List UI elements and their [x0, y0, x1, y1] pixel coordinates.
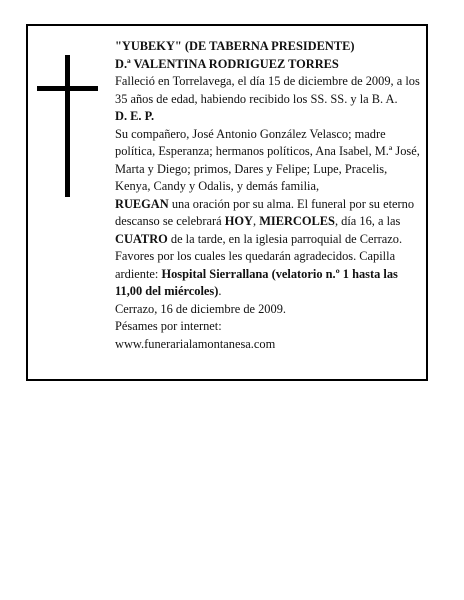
period-text: . [218, 284, 222, 298]
hospital-location: Hospital Sierrallana (velatorio n.º 1 hasta las 11,00 del miércoles) [115, 266, 398, 298]
comma-text: , [252, 214, 257, 228]
obituary-notice [26, 24, 428, 381]
condolences-label: Pésames por internet: [115, 319, 222, 333]
family-intro: Su compañero, José Antonio González Velasco; madre política, Esperanza; hermanos políticos, Ana Isabel, M.ª José, Marta y Diego; primos, Dares y Felipe; Lupe, Pracelis, Kenya, Candy y Odalis, y demás familia, [115, 126, 420, 193]
dep-abbreviation: D. E. P. [115, 109, 155, 123]
deceased-name: D.ª VALENTINA RODRIGUEZ TORRES [115, 56, 339, 71]
funeral-day-miercoles: MIERCOLES [259, 214, 335, 228]
notice-header: "YUBEKY" (DE TABERNA PRESIDENTE) [115, 39, 355, 53]
family-message [115, 126, 420, 301]
funeral-date-text: , día 16, a las [334, 214, 401, 228]
funeral-time-cuatro: CUATRO [115, 231, 168, 246]
cross-horizontal-bar [37, 86, 98, 91]
funeral-location-text: de la tarde, en la iglesia parroquial de Cerrazo. Favores por los cuales les quedarán agradecidos. Capilla ardiente: [115, 231, 403, 281]
place-date: Cerrazo, 16 de diciembre de 2009. [115, 301, 286, 316]
funeral-day-hoy: HOY [224, 214, 253, 228]
cross-icon [37, 55, 98, 197]
obituary-text [115, 38, 420, 353]
ruegan-text: RUEGAN [115, 196, 169, 211]
funeral-home-website: www.funerarialamontanesa.com [115, 336, 276, 351]
death-info: Falleció en Torrelavega, el día 15 de diciembre de 2009, a los 35 años de edad, habiendo recibido los SS. SS. y la B. A. [115, 74, 420, 106]
prayer-and-funeral-text: una oración por su alma. El funeral por su eterno descanso se celebrará [115, 196, 415, 228]
cross-vertical-bar [65, 55, 70, 197]
